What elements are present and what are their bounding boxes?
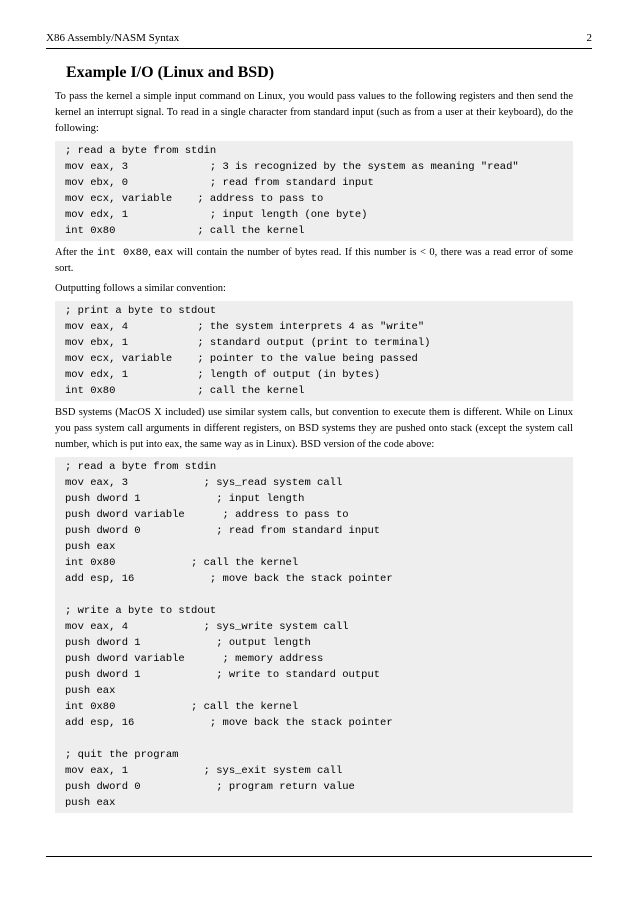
code-line: add esp, 16 ; move back the stack pointer xyxy=(65,717,393,729)
code-line: push dword 0 ; read from standard input xyxy=(65,525,381,537)
page-header xyxy=(46,31,592,46)
code-line: ; quit the program xyxy=(65,749,179,761)
code-line: mov eax, 4 ; sys_write system call xyxy=(65,621,349,633)
code-block-write xyxy=(55,301,573,401)
code-line: mov eax, 3 ; sys_read system call xyxy=(65,477,343,489)
code-line: push dword 0 ; program return value xyxy=(65,781,355,793)
code-line: int 0x80 ; call the kernel xyxy=(65,225,305,237)
bsd-paragraph: BSD systems (MacOS X included) use similar system calls, but convention to execute them is different. While on Linux you pass system call arguments in different registers, on BSD systems they are pushed onto stack (except the system call number, which is put into eax, the same way as in Linux). BSD version of the code above: xyxy=(55,407,573,450)
code-block-bsd xyxy=(55,457,573,813)
code-line: mov ebx, 1 ; standard output (print to terminal) xyxy=(65,337,431,349)
code-line: mov edx, 1 ; length of output (in bytes) xyxy=(65,369,381,381)
code-line xyxy=(55,731,573,747)
section-title: Example I/O (Linux and BSD) xyxy=(66,64,275,81)
code-line: mov edx, 1 ; input length (one byte) xyxy=(65,209,368,221)
inline-code-eax: eax xyxy=(154,247,174,259)
code-line: ; read a byte from stdin xyxy=(65,145,217,157)
code-line: push dword 1 ; input length xyxy=(65,493,305,505)
code-block-read xyxy=(55,141,573,241)
header-rule xyxy=(46,48,592,49)
code-line: mov ecx, variable ; pointer to the value being passed xyxy=(65,353,418,365)
code-line: push eax xyxy=(65,797,116,809)
code-line: push eax xyxy=(65,685,116,697)
code-line xyxy=(55,587,573,603)
code-line: push dword variable ; address to pass to xyxy=(65,509,349,521)
code-line: push eax xyxy=(65,541,116,553)
inline-code-int: int 0x80 xyxy=(96,247,149,259)
outputting-paragraph: Outputting follows a similar convention: xyxy=(55,283,226,294)
header-title: X86 Assembly/NASM Syntax xyxy=(46,32,180,44)
code-line: int 0x80 ; call the kernel xyxy=(65,557,299,569)
code-line: mov eax, 4 ; the system interprets 4 as "write" xyxy=(65,321,425,333)
code-line: ; print a byte to stdout xyxy=(65,305,217,317)
code-line: ; read a byte from stdin xyxy=(65,461,217,473)
page-content xyxy=(55,63,573,817)
footer-rule xyxy=(46,856,592,857)
after-sep: , xyxy=(148,247,155,258)
after-prefix: After the xyxy=(55,247,97,258)
code-line: int 0x80 ; call the kernel xyxy=(65,701,299,713)
intro-paragraph: To pass the kernel a simple input command on Linux, you would pass values to the following registers and then send the kernel an interrupt signal. To read in a single character from standard input (such as from a user at their keyboard), do the following: xyxy=(55,91,573,134)
code-line: push dword 1 ; output length xyxy=(65,637,311,649)
code-line: mov ecx, variable ; address to pass to xyxy=(65,193,324,205)
code-line: mov eax, 1 ; sys_exit system call xyxy=(65,765,343,777)
page-number: 2 xyxy=(586,32,592,44)
code-line: push dword variable ; memory address xyxy=(65,653,324,665)
code-line: mov eax, 3 ; 3 is recognized by the system as meaning "read" xyxy=(65,161,519,173)
after-suffix: will contain the number of bytes read. If this number is < 0, there was a read error of some sort. xyxy=(55,247,573,274)
after-paragraph xyxy=(55,245,573,277)
code-line: int 0x80 ; call the kernel xyxy=(65,385,305,397)
code-line: ; write a byte to stdout xyxy=(65,605,217,617)
code-line: add esp, 16 ; move back the stack pointer xyxy=(65,573,393,585)
code-line: mov ebx, 0 ; read from standard input xyxy=(65,177,374,189)
code-line: push dword 1 ; write to standard output xyxy=(65,669,381,681)
